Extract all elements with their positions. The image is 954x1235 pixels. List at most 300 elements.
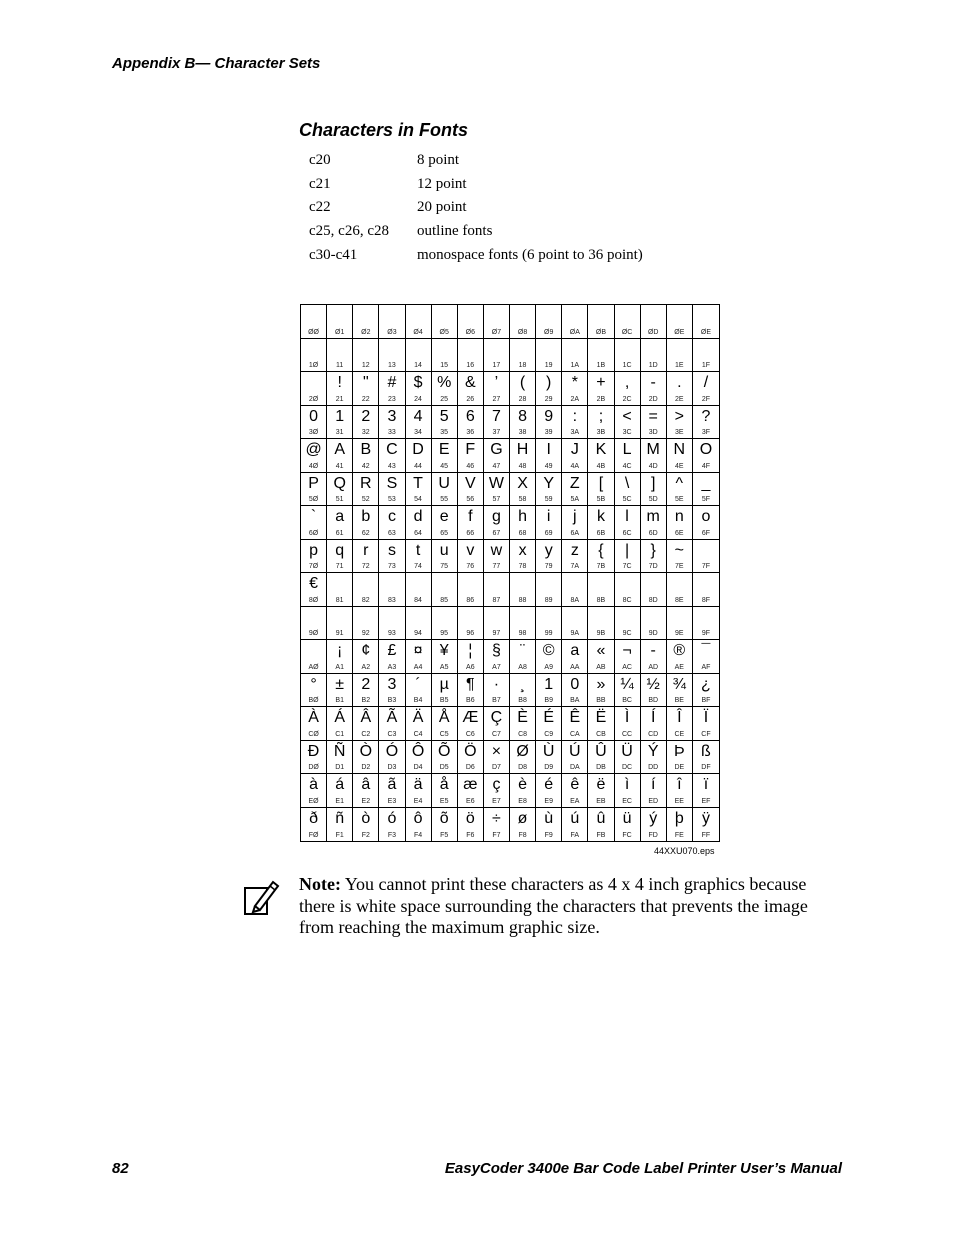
- character-hex-code: 71: [335, 563, 344, 570]
- character-cell: [641, 674, 667, 708]
- character-hex-code: ØA: [569, 328, 580, 336]
- character-glyph: 2: [361, 675, 371, 693]
- character-hex-code: F5: [440, 832, 449, 839]
- character-cell: [379, 674, 405, 708]
- character-cell: [693, 473, 719, 507]
- character-hex-code: 4E: [675, 462, 684, 470]
- character-cell: [301, 372, 327, 406]
- character-cell: [588, 305, 614, 339]
- character-cell: [562, 707, 588, 741]
- character-cell: [693, 305, 719, 339]
- character-cell: [588, 473, 614, 507]
- character-hex-code: D9: [544, 764, 554, 771]
- character-glyph: ô: [413, 809, 423, 827]
- character-cell: [536, 473, 562, 507]
- character-cell: [301, 808, 327, 842]
- character-cell: [693, 573, 719, 607]
- character-hex-code: C7: [491, 730, 501, 738]
- character-glyph: >: [674, 407, 684, 425]
- character-hex-code: CA: [569, 730, 580, 738]
- character-cell: [562, 305, 588, 339]
- character-glyph: (: [519, 374, 526, 391]
- character-cell: [641, 406, 667, 440]
- character-hex-code: DD: [648, 764, 659, 771]
- character-cell: [327, 808, 353, 842]
- character-hex-code: 45: [440, 462, 449, 470]
- character-hex-code: BE: [674, 697, 684, 704]
- character-cell: [667, 774, 693, 808]
- character-cell: [667, 607, 693, 641]
- character-glyph: ÷: [492, 809, 501, 827]
- character-hex-code: 46: [466, 462, 475, 470]
- character-hex-code: 3D: [648, 429, 658, 436]
- character-glyph: H: [516, 441, 529, 458]
- character-hex-code: A1: [335, 663, 344, 671]
- character-glyph: Î: [677, 709, 682, 726]
- character-hex-code: 5F: [701, 496, 711, 503]
- character-hex-code: BC: [622, 697, 632, 704]
- character-cell: [432, 640, 458, 674]
- character-glyph: I: [546, 441, 551, 458]
- character-cell: [667, 439, 693, 473]
- character-glyph: ·: [493, 675, 500, 693]
- character-cell: [562, 640, 588, 674]
- character-cell: [327, 607, 353, 641]
- character-cell: [562, 674, 588, 708]
- character-cell: [510, 540, 536, 574]
- character-cell: [588, 573, 614, 607]
- character-hex-code: FD: [648, 832, 658, 839]
- character-hex-code: BØ: [308, 697, 319, 704]
- character-cell: [667, 808, 693, 842]
- character-cell: [588, 607, 614, 641]
- character-hex-code: DØ: [308, 764, 319, 771]
- character-glyph: Ä: [412, 709, 424, 726]
- character-hex-code: B1: [335, 697, 344, 704]
- character-cell: [510, 607, 536, 641]
- character-cell: [510, 741, 536, 775]
- character-cell: [379, 573, 405, 607]
- character-hex-code: EF: [701, 797, 711, 805]
- character-cell: [484, 607, 510, 641]
- character-cell: [406, 406, 432, 440]
- character-cell: [327, 305, 353, 339]
- character-hex-code: 8A: [570, 596, 580, 604]
- character-hex-code: 7E: [675, 563, 684, 570]
- character-cell: [327, 439, 353, 473]
- character-cell: [301, 741, 327, 775]
- character-glyph: É: [543, 709, 555, 726]
- character-cell: [353, 573, 379, 607]
- character-cell: [458, 774, 484, 808]
- character-hex-code: 82: [361, 596, 370, 604]
- character-hex-code: 77: [492, 563, 501, 570]
- character-hex-code: CD: [648, 730, 659, 738]
- character-hex-code: 2C: [622, 395, 632, 403]
- character-cell: [406, 640, 432, 674]
- character-hex-code: D7: [491, 764, 501, 771]
- character-hex-code: A2: [361, 663, 371, 671]
- character-cell: [693, 439, 719, 473]
- font-description: 12 point: [417, 175, 467, 192]
- font-list-row: [309, 176, 643, 200]
- character-hex-code: AC: [622, 663, 632, 671]
- character-hex-code: 64: [414, 529, 422, 537]
- character-hex-code: AB: [596, 663, 606, 671]
- character-cell: [562, 372, 588, 406]
- character-cell: [615, 774, 641, 808]
- character-glyph: ß: [701, 742, 711, 760]
- character-cell: [693, 339, 719, 373]
- character-hex-code: 8F: [701, 596, 711, 604]
- character-hex-code: 54: [414, 496, 422, 503]
- character-cell: [615, 540, 641, 574]
- character-hex-code: 9A: [570, 630, 580, 637]
- character-hex-code: 26: [466, 395, 475, 403]
- character-glyph: Ü: [621, 742, 633, 760]
- character-cell: [353, 339, 379, 373]
- character-hex-code: 7B: [596, 563, 606, 570]
- character-hex-code: 21: [335, 395, 344, 403]
- character-glyph: s: [387, 541, 396, 559]
- character-hex-code: 99: [544, 630, 553, 637]
- character-hex-code: D6: [465, 764, 475, 771]
- character-glyph: 3: [387, 407, 397, 425]
- character-glyph: Â: [360, 709, 372, 726]
- character-glyph: G: [490, 441, 503, 458]
- character-hex-code: 66: [466, 529, 475, 537]
- character-hex-code: 72: [361, 563, 370, 570]
- character-glyph: ¡: [337, 642, 343, 659]
- character-glyph: Ì: [624, 709, 630, 726]
- character-cell: [615, 372, 641, 406]
- character-cell: [379, 305, 405, 339]
- character-cell: [353, 674, 379, 708]
- character-cell: [510, 774, 536, 808]
- character-glyph: 8: [518, 407, 528, 425]
- character-glyph: ù: [544, 809, 554, 827]
- section-title: Characters in Fonts: [299, 120, 469, 140]
- character-cell: [432, 305, 458, 339]
- character-cell: [641, 439, 667, 473]
- character-glyph: ê: [570, 776, 580, 793]
- character-glyph: e: [439, 508, 449, 525]
- character-cell: [458, 741, 484, 775]
- character-glyph: %: [437, 374, 452, 391]
- character-hex-code: EA: [570, 797, 580, 805]
- character-hex-code: 9B: [596, 630, 606, 637]
- character-hex-code: 38: [518, 429, 527, 436]
- character-cell: [667, 339, 693, 373]
- character-cell: [327, 707, 353, 741]
- character-cell: [667, 540, 693, 574]
- page-header: Appendix B— Character Sets: [112, 55, 321, 72]
- character-glyph: Å: [438, 709, 450, 726]
- character-cell: [615, 473, 641, 507]
- character-cell: [432, 707, 458, 741]
- character-cell: [379, 607, 405, 641]
- character-cell: [667, 372, 693, 406]
- character-cell: [432, 506, 458, 540]
- character-hex-code: 2Ø: [308, 395, 319, 403]
- character-glyph: ): [546, 374, 552, 391]
- character-cell: [327, 640, 353, 674]
- character-cell: [536, 640, 562, 674]
- character-glyph: °: [310, 675, 317, 693]
- character-hex-code: A6: [466, 663, 475, 671]
- character-hex-code: Ø6: [465, 328, 475, 336]
- character-glyph: 0: [570, 675, 580, 693]
- character-glyph: :: [572, 407, 578, 425]
- character-cell: [641, 372, 667, 406]
- character-glyph: c: [387, 508, 396, 525]
- character-hex-code: 25: [440, 395, 449, 403]
- character-cell: [353, 640, 379, 674]
- character-hex-code: 93: [388, 630, 396, 637]
- character-cell: [536, 406, 562, 440]
- character-cell: [562, 439, 588, 473]
- character-hex-code: A9: [544, 663, 553, 671]
- character-cell: [510, 305, 536, 339]
- character-glyph: ø: [517, 809, 528, 827]
- character-cell: [379, 473, 405, 507]
- character-hex-code: AØ: [308, 663, 319, 671]
- character-glyph: B: [360, 441, 372, 458]
- character-cell: [536, 506, 562, 540]
- character-glyph: p: [309, 541, 319, 559]
- character-glyph: ä: [413, 776, 423, 793]
- character-hex-code: 8Ø: [308, 596, 319, 604]
- character-cell: [432, 540, 458, 574]
- font-code: c20: [309, 152, 331, 168]
- character-hex-code: 5D: [648, 496, 658, 503]
- character-hex-code: 6D: [648, 529, 658, 537]
- character-hex-code: ØE: [700, 328, 711, 336]
- character-hex-code: F9: [544, 832, 553, 839]
- character-cell: [327, 774, 353, 808]
- character-hex-code: CF: [701, 730, 711, 738]
- character-glyph: g: [491, 508, 501, 525]
- character-glyph: Ã: [386, 709, 398, 726]
- character-glyph: Ë: [595, 709, 607, 726]
- character-cell: [353, 607, 379, 641]
- character-hex-code: 95: [440, 630, 449, 637]
- character-cell: [536, 741, 562, 775]
- character-hex-code: 3E: [675, 429, 684, 436]
- character-hex-code: 9D: [648, 630, 658, 637]
- character-cell: [353, 741, 379, 775]
- character-cell: [301, 607, 327, 641]
- character-glyph: ú: [570, 809, 580, 827]
- character-hex-code: FE: [674, 832, 684, 839]
- character-hex-code: 1C: [622, 362, 632, 369]
- character-cell: [406, 808, 432, 842]
- character-hex-code: B6: [466, 697, 475, 704]
- character-cell: [379, 540, 405, 574]
- character-cell: [301, 707, 327, 741]
- character-hex-code: 58: [518, 496, 527, 503]
- character-glyph: T: [413, 474, 423, 492]
- character-glyph: À: [308, 709, 319, 726]
- character-hex-code: 97: [492, 630, 501, 637]
- character-hex-code: C5: [439, 730, 449, 738]
- character-cell: [562, 741, 588, 775]
- character-glyph: {: [598, 541, 604, 559]
- character-hex-code: 1A: [570, 362, 580, 369]
- character-hex-code: 51: [335, 496, 344, 503]
- character-hex-code: 17: [492, 362, 501, 369]
- character-glyph: [: [598, 474, 604, 492]
- character-hex-code: 1B: [596, 362, 606, 369]
- character-glyph: Đ: [307, 742, 320, 760]
- character-glyph: ´: [415, 675, 421, 693]
- character-cell: [536, 774, 562, 808]
- character-cell: [693, 406, 719, 440]
- character-glyph: ÿ: [701, 809, 710, 827]
- character-table: [300, 304, 720, 842]
- character-hex-code: 27: [492, 395, 501, 403]
- font-list-row: [309, 223, 643, 247]
- character-cell: [301, 506, 327, 540]
- character-cell: [484, 473, 510, 507]
- character-hex-code: 49: [544, 462, 553, 470]
- character-hex-code: E8: [518, 797, 527, 805]
- character-hex-code: 69: [544, 529, 553, 537]
- character-glyph: ©: [542, 642, 555, 659]
- character-cell: [562, 339, 588, 373]
- character-glyph: Á: [334, 709, 346, 726]
- character-hex-code: 9C: [622, 630, 632, 637]
- manual-title: EasyCoder 3400e Bar Code Label Printer User’s Manual: [444, 1160, 842, 1177]
- character-cell: [562, 607, 588, 641]
- character-glyph: ¨: [519, 642, 526, 659]
- character-glyph: æ: [463, 776, 478, 793]
- character-cell: [301, 305, 327, 339]
- character-hex-code: B4: [413, 697, 423, 704]
- character-glyph: Õ: [437, 742, 451, 760]
- character-glyph: ": [362, 374, 369, 391]
- character-glyph: ì: [624, 776, 630, 793]
- character-glyph: h: [518, 508, 528, 525]
- character-cell: [641, 473, 667, 507]
- character-glyph: µ: [439, 675, 449, 693]
- character-glyph: Û: [595, 742, 607, 760]
- character-cell: [484, 406, 510, 440]
- character-hex-code: 88: [518, 596, 527, 604]
- character-hex-code: ØØ: [308, 328, 319, 336]
- character-glyph: ¯: [701, 642, 711, 659]
- character-hex-code: 8E: [675, 596, 684, 604]
- character-glyph: J: [570, 441, 579, 458]
- character-glyph: ¢: [361, 642, 371, 659]
- character-hex-code: EB: [596, 797, 606, 805]
- character-hex-code: D1: [335, 764, 345, 771]
- character-hex-code: F7: [492, 832, 501, 839]
- character-cell: [484, 640, 510, 674]
- character-cell: [615, 439, 641, 473]
- character-hex-code: A5: [439, 663, 449, 671]
- character-hex-code: 1F: [701, 362, 711, 369]
- character-cell: [615, 741, 641, 775]
- character-cell: [615, 707, 641, 741]
- character-hex-code: 31: [335, 429, 344, 436]
- character-glyph: Ø: [516, 742, 529, 760]
- character-glyph: N: [673, 441, 686, 458]
- character-cell: [406, 707, 432, 741]
- character-hex-code: F1: [335, 832, 344, 839]
- character-glyph: 5: [439, 407, 449, 425]
- character-cell: [562, 406, 588, 440]
- character-cell: [379, 372, 405, 406]
- character-cell: [641, 339, 667, 373]
- character-cell: [353, 305, 379, 339]
- character-hex-code: 2A: [570, 395, 580, 403]
- character-cell: [588, 640, 614, 674]
- character-hex-code: 9F: [701, 630, 711, 637]
- character-cell: [301, 573, 327, 607]
- character-glyph: !: [337, 374, 342, 391]
- character-hex-code: 6A: [570, 529, 580, 537]
- character-cell: [615, 573, 641, 607]
- character-cell: [353, 439, 379, 473]
- character-hex-code: 98: [518, 630, 527, 637]
- character-hex-code: 37: [492, 429, 501, 436]
- character-cell: [432, 674, 458, 708]
- character-hex-code: A4: [413, 663, 423, 671]
- character-glyph: Ô: [411, 742, 425, 760]
- character-glyph: l: [625, 508, 629, 525]
- character-cell: [693, 774, 719, 808]
- character-hex-code: Ø3: [387, 328, 397, 336]
- character-glyph: 6: [465, 407, 475, 425]
- character-hex-code: E3: [387, 797, 397, 805]
- character-hex-code: 7F: [701, 563, 711, 570]
- character-hex-code: 48: [518, 462, 527, 470]
- character-cell: [432, 473, 458, 507]
- character-hex-code: E5: [439, 797, 449, 805]
- character-glyph: ü: [622, 809, 632, 827]
- character-cell: [301, 774, 327, 808]
- character-hex-code: 43: [388, 462, 396, 470]
- character-hex-code: 59: [544, 496, 553, 503]
- character-cell: [588, 808, 614, 842]
- page-number: 82: [112, 1160, 129, 1177]
- character-hex-code: 2F: [701, 395, 711, 403]
- character-glyph: €: [309, 575, 319, 592]
- character-cell: [667, 640, 693, 674]
- character-cell: [327, 473, 353, 507]
- character-glyph: å: [439, 776, 449, 793]
- character-cell: [536, 339, 562, 373]
- character-hex-code: Ø7: [491, 328, 502, 336]
- character-cell: [667, 406, 693, 440]
- character-cell: [510, 339, 536, 373]
- character-hex-code: BF: [701, 697, 711, 704]
- character-hex-code: 96: [466, 630, 475, 637]
- character-cell: [536, 607, 562, 641]
- character-glyph: b: [361, 508, 371, 525]
- character-hex-code: 8B: [596, 596, 606, 604]
- character-hex-code: ØC: [621, 328, 633, 336]
- character-hex-code: 67: [492, 529, 501, 537]
- character-glyph: ¾: [672, 675, 686, 693]
- character-hex-code: 4C: [622, 462, 632, 470]
- character-cell: [458, 406, 484, 440]
- character-glyph: Ý: [647, 742, 659, 760]
- character-hex-code: 6F: [701, 529, 711, 537]
- character-hex-code: 81: [335, 596, 344, 604]
- character-cell: [353, 372, 379, 406]
